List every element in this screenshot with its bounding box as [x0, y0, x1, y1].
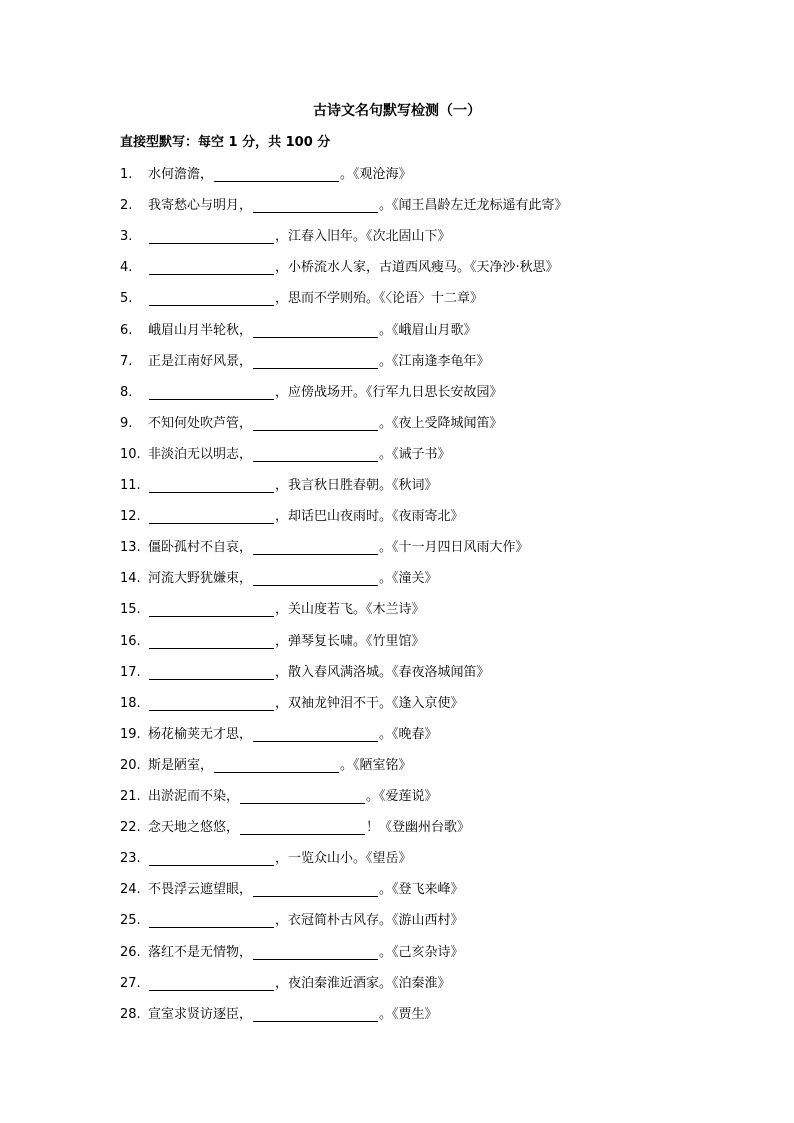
question-item — [120, 445, 451, 465]
question-prefix-text: 我寄愁心与明月， — [148, 198, 253, 213]
question-item — [120, 289, 483, 309]
question-suffix-text: 。《晚春》 — [379, 727, 438, 742]
question-prefix-text: 斯是陋室， — [148, 758, 214, 773]
section-heading: 直接型默写：每空 1 分，共 100 分 — [120, 135, 331, 150]
question-item — [120, 196, 568, 216]
question-item — [120, 600, 425, 620]
question-prefix-text: 宣室求贤访逐臣， — [148, 1007, 253, 1022]
question-prefix-text: 峨眉山月半轮秋， — [148, 323, 253, 338]
answer-blank[interactable] — [149, 511, 274, 524]
question-prefix-text: 落红不是无情物， — [148, 945, 253, 960]
question-suffix-text: ，小桥流水人家，古道西风瘦马。《天净沙·秋思》 — [275, 260, 559, 275]
question-item — [120, 756, 412, 776]
question-item — [120, 663, 490, 683]
question-number: 6. — [120, 323, 133, 338]
answer-blank[interactable] — [253, 1009, 378, 1022]
question-suffix-text: ，江春入旧年。《次北固山下》 — [275, 229, 451, 244]
question-number: 18. — [120, 696, 141, 711]
question-suffix-text: 。《己亥杂诗》 — [379, 945, 464, 960]
question-item — [120, 352, 490, 372]
question-suffix-text: ，思而不学则殆。《〈论语〉十二章》 — [275, 291, 484, 306]
question-item — [120, 911, 464, 931]
question-suffix-text: ，我言秋日胜春朝。《秋词》 — [275, 478, 438, 493]
answer-blank[interactable] — [149, 636, 274, 649]
question-suffix-text: ，应傍战场开。《行军九日思长安故园》 — [275, 385, 503, 400]
question-suffix-text: 。《贾生》 — [379, 1007, 438, 1022]
question-prefix-text: 不知何处吹芦管， — [148, 416, 253, 431]
question-suffix-text: ，散入春风满洛城。《春夜洛城闻笛》 — [275, 665, 490, 680]
question-suffix-text: 。《夜上受降城闻笛》 — [379, 416, 503, 431]
question-item — [120, 227, 451, 247]
question-number: 2. — [120, 198, 133, 213]
question-number: 3. — [120, 229, 133, 244]
question-suffix-text: ，一览众山小。《望岳》 — [275, 851, 412, 866]
answer-blank[interactable] — [253, 418, 378, 431]
question-item — [120, 538, 529, 558]
question-suffix-text: 。《陋室铭》 — [340, 758, 412, 773]
question-item — [120, 880, 464, 900]
question-item — [120, 414, 503, 434]
question-item — [120, 694, 464, 714]
answer-blank[interactable] — [149, 915, 274, 928]
question-number: 14. — [120, 571, 141, 586]
answer-blank[interactable] — [253, 449, 378, 462]
answer-blank[interactable] — [240, 791, 365, 804]
question-number: 5. — [120, 291, 133, 306]
answer-blank[interactable] — [253, 325, 378, 338]
answer-blank[interactable] — [253, 947, 378, 960]
page-title: 古诗文名句默写检测（一） — [313, 103, 481, 119]
question-number: 28. — [120, 1007, 141, 1022]
question-suffix-text: 。《观沧海》 — [340, 167, 412, 182]
question-suffix-text: 。《潼关》 — [379, 571, 438, 586]
question-number: 15. — [120, 602, 141, 617]
question-number: 27. — [120, 976, 141, 991]
question-suffix-text: 。《闻王昌龄左迁龙标遥有此寄》 — [379, 198, 568, 213]
answer-blank[interactable] — [149, 604, 274, 617]
question-suffix-text: 。《十一月四日风雨大作》 — [379, 540, 529, 555]
question-suffix-text: ，却话巴山夜雨时。《夜雨寄北》 — [275, 509, 464, 524]
question-number: 24. — [120, 882, 141, 897]
answer-blank[interactable] — [149, 698, 274, 711]
answer-blank[interactable] — [253, 542, 378, 555]
question-prefix-text: 出淤泥而不染， — [148, 789, 240, 804]
question-number: 1. — [120, 167, 133, 182]
question-item — [120, 569, 438, 589]
question-number: 10. — [120, 447, 141, 462]
answer-blank[interactable] — [149, 231, 274, 244]
question-suffix-text: ，关山度若飞。《木兰诗》 — [275, 602, 425, 617]
question-item — [120, 165, 412, 185]
question-prefix-text: 不畏浮云遮望眼， — [148, 882, 253, 897]
question-number: 7. — [120, 354, 133, 369]
question-item — [120, 476, 438, 496]
question-suffix-text: 。《爱莲说》 — [366, 789, 438, 804]
question-number: 17. — [120, 665, 141, 680]
question-prefix-text: 僵卧孤村不自哀， — [148, 540, 253, 555]
answer-blank[interactable] — [253, 573, 378, 586]
question-item — [120, 632, 425, 652]
answer-blank[interactable] — [149, 387, 274, 400]
answer-blank[interactable] — [149, 293, 274, 306]
question-prefix-text: 念天地之悠悠， — [148, 820, 240, 835]
question-item — [120, 974, 451, 994]
answer-blank[interactable] — [149, 978, 274, 991]
question-suffix-text: ，弹琴复长啸。《竹里馆》 — [275, 634, 425, 649]
question-item — [120, 507, 464, 527]
question-suffix-text: ，衣冠简朴古风存。《游山西村》 — [275, 913, 464, 928]
question-item — [120, 383, 503, 403]
question-item — [120, 787, 438, 807]
question-item — [120, 725, 438, 745]
question-prefix-text: 河流大野犹嫌束， — [148, 571, 253, 586]
answer-blank[interactable] — [253, 884, 378, 897]
question-number: 23. — [120, 851, 141, 866]
question-number: 11. — [120, 478, 141, 493]
question-number: 21. — [120, 789, 141, 804]
question-item — [120, 321, 477, 341]
question-number: 19. — [120, 727, 141, 742]
question-item — [120, 818, 470, 838]
question-number: 13. — [120, 540, 141, 555]
question-item — [120, 849, 412, 869]
question-suffix-text: ，双袖龙钟泪不干。《逢入京使》 — [275, 696, 464, 711]
answer-blank[interactable] — [214, 169, 339, 182]
answer-blank[interactable] — [149, 262, 274, 275]
question-number: 16. — [120, 634, 141, 649]
answer-blank[interactable] — [240, 822, 365, 835]
question-prefix-text: 非淡泊无以明志， — [148, 447, 253, 462]
question-item — [120, 1005, 438, 1025]
question-number: 8. — [120, 385, 133, 400]
question-number: 9. — [120, 416, 133, 431]
answer-blank[interactable] — [149, 853, 274, 866]
answer-blank[interactable] — [214, 760, 339, 773]
question-prefix-text: 水何澹澹， — [148, 167, 214, 182]
question-item — [120, 258, 559, 278]
question-number: 20. — [120, 758, 141, 773]
question-number: 22. — [120, 820, 141, 835]
question-number: 4. — [120, 260, 133, 275]
answer-blank[interactable] — [253, 200, 378, 213]
question-prefix-text: 正是江南好风景， — [148, 354, 253, 369]
answer-blank[interactable] — [253, 356, 378, 369]
question-prefix-text: 杨花榆荚无才思， — [148, 727, 253, 742]
question-number: 12. — [120, 509, 141, 524]
question-number: 26. — [120, 945, 141, 960]
answer-blank[interactable] — [149, 667, 274, 680]
question-suffix-text: ，夜泊秦淮近酒家。《泊秦淮》 — [275, 976, 451, 991]
question-suffix-text: 。《诫子书》 — [379, 447, 451, 462]
answer-blank[interactable] — [149, 480, 274, 493]
question-item — [120, 943, 464, 963]
answer-blank[interactable] — [253, 729, 378, 742]
question-suffix-text: ！《登幽州台歌》 — [366, 820, 471, 835]
question-suffix-text: 。《江南逢李龟年》 — [379, 354, 490, 369]
question-suffix-text: 。《登飞来峰》 — [379, 882, 464, 897]
question-suffix-text: 。《峨眉山月歌》 — [379, 323, 477, 338]
question-number: 25. — [120, 913, 141, 928]
